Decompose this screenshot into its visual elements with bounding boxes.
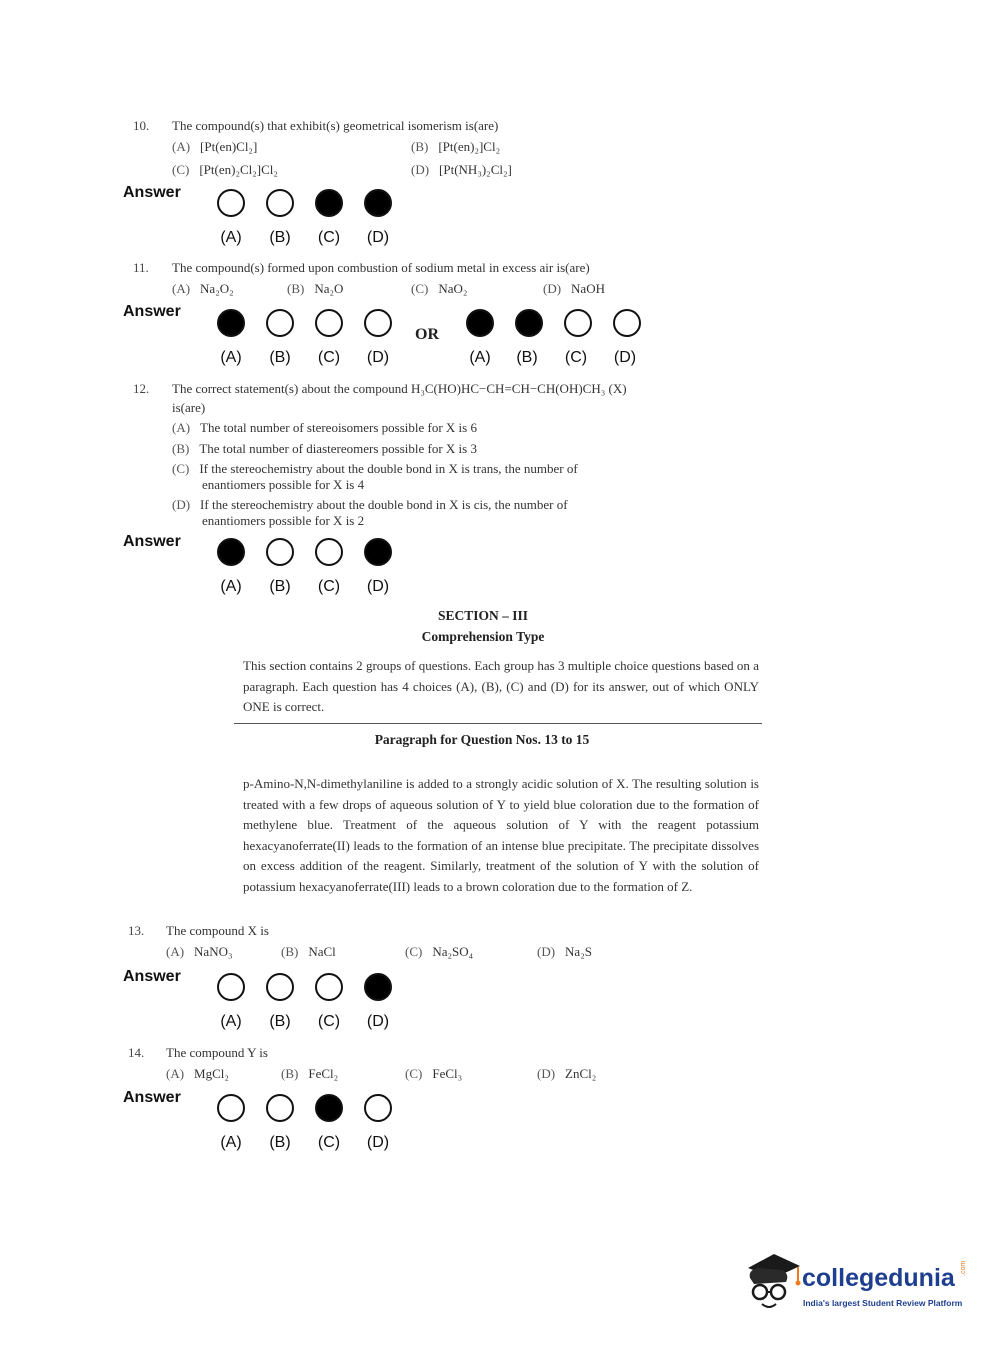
q10-bubble-c xyxy=(315,189,343,217)
q10-bubble-b xyxy=(266,189,294,217)
q10-bubble-label-d: (D) xyxy=(366,229,390,246)
section-subtitle: Comprehension Type xyxy=(421,629,545,644)
collegedunia-logo-text: collegedunia xyxy=(802,1264,955,1292)
section-intro: This section contains 2 groups of questions. Each group has 3 multiple choice questions based on a paragraph. Each question has 4 choices (A), (B), (C) and (D) for its answer, out of which ONLY ONE is correct. xyxy=(243,658,759,714)
q12-option-d: (D) If the stereochemistry about the double bond in X is cis, the number of xyxy=(172,497,568,512)
q11-set2-label-a: (A) xyxy=(469,349,491,366)
q11-set2-label-c: (C) xyxy=(564,349,588,366)
q12-option-d-line2: enantiomers possible for X is 2 xyxy=(202,513,365,528)
q12-option-a: (A) The total number of stereoisomers possible for X is 6 xyxy=(172,420,477,435)
q12-bubble-a xyxy=(217,538,245,566)
q11-set2-label-d: (D) xyxy=(613,349,637,366)
q10-number: 10. xyxy=(133,118,150,133)
q11-set2-label-b: (B) xyxy=(516,349,538,366)
q11-set1-bubble-b xyxy=(266,309,294,337)
section-title: SECTION – III xyxy=(437,608,529,623)
q12-bubble-c xyxy=(315,538,343,566)
q14-option-a: (A) MgCl₂ xyxy=(166,1066,229,1081)
q12-text-line1: The correct statement(s) about the compound H₃C(HO)HC−CH=CH−CH(OH)CH₃ (X) xyxy=(172,381,627,396)
q12-option-b: (B) The total number of diastereomers possible for X is 3 xyxy=(172,441,477,456)
q11-option-c: (C) NaO₂ xyxy=(411,281,468,296)
q12-option-c-line2: enantiomers possible for X is 4 xyxy=(202,477,365,492)
q14-bubble-d xyxy=(364,1094,392,1122)
q12-bubble-b xyxy=(266,538,294,566)
q10-bubble-label-a: (A) xyxy=(220,229,242,246)
q12-bubble-label-c: (C) xyxy=(317,578,341,595)
collegedunia-logo-suffix: .com xyxy=(960,1260,967,1276)
q14-bubble-a xyxy=(217,1094,245,1122)
q14-bubble-b xyxy=(266,1094,294,1122)
collegedunia-mascot-icon xyxy=(742,1248,802,1312)
q13-bubble-b xyxy=(266,973,294,1001)
q11-set1-label-a: (A) xyxy=(220,349,242,366)
q10-option-a: (A) [Pt(en)Cl₂] xyxy=(172,139,258,154)
q11-text: The compound(s) formed upon combustion of sodium metal in excess air is(are) xyxy=(172,260,590,275)
q12-bubble-d xyxy=(364,538,392,566)
q11-set1-label-c: (C) xyxy=(317,349,341,366)
q10-bubble-label-c: (C) xyxy=(317,229,341,246)
q13-bubble-label-b: (B) xyxy=(269,1013,291,1030)
q10-option-c: (C) [Pt(en)₂Cl₂]Cl₂ xyxy=(172,162,278,177)
q13-number: 13. xyxy=(128,923,145,938)
q11-answer-label: Answer xyxy=(123,303,181,320)
q11-number: 11. xyxy=(133,260,149,275)
q13-option-b: (B) NaCl xyxy=(281,944,336,959)
q13-option-a: (A) NaNO₃ xyxy=(166,944,233,959)
q14-option-c: (C) FeCl₃ xyxy=(405,1066,463,1081)
q14-answer-label: Answer xyxy=(123,1089,181,1106)
q11-set2-bubble-b xyxy=(515,309,543,337)
section-divider xyxy=(234,723,762,724)
q11-set2-bubble-c xyxy=(564,309,592,337)
q14-option-b: (B) FeCl₂ xyxy=(281,1066,339,1081)
q10-answer-label: Answer xyxy=(123,184,181,201)
q14-number: 14. xyxy=(128,1045,145,1060)
q11-set1-bubble-d xyxy=(364,309,392,337)
paragraph-text: p-Amino-N,N-dimethylaniline is added to a strongly acidic solution of X. The resulting solution is treated with a few drops of aqueous solution of Y to yield blue coloration due to the formation of methylene blue. Treatment of the aqueous solution of Y with the reagent potassium hexacyanoferrate(II) leads to the formation of an intense blue precipitate. The precipitate dissolves on excess addition of the reagent. Similarly, treatment of the solution of Y with the solution of potassium hexacyanoferrate(III) leads to a brown coloration due to the formation of Z. xyxy=(243,776,759,894)
q14-bubble-label-a: (A) xyxy=(220,1134,242,1151)
q11-or-text: OR xyxy=(415,326,439,343)
q14-bubble-label-d: (D) xyxy=(366,1134,390,1151)
q11-set1-bubble-a xyxy=(217,309,245,337)
q13-bubble-label-a: (A) xyxy=(220,1013,242,1030)
q13-answer-label: Answer xyxy=(123,968,181,985)
q12-number: 12. xyxy=(133,381,150,396)
q11-option-a: (A) Na₂O₂ xyxy=(172,281,234,296)
q12-answer-label: Answer xyxy=(123,533,181,550)
q11-set1-label-b: (B) xyxy=(269,349,291,366)
q13-bubble-c xyxy=(315,973,343,1001)
q10-bubble-a xyxy=(217,189,245,217)
q13-bubble-d xyxy=(364,973,392,1001)
q10-text: The compound(s) that exhibit(s) geometrical isomerism is(are) xyxy=(172,118,499,133)
q10-bubble-d xyxy=(364,189,392,217)
q13-bubble-label-c: (C) xyxy=(317,1013,341,1030)
q10-option-d: (D) [Pt(NH₃)₂Cl₂] xyxy=(411,162,512,177)
q14-option-d: (D) ZnCl₂ xyxy=(537,1066,597,1081)
q11-set2-bubble-d xyxy=(613,309,641,337)
paragraph-heading: Paragraph for Question Nos. 13 to 15 xyxy=(374,732,590,747)
q14-text: The compound Y is xyxy=(166,1045,268,1060)
q14-bubble-label-b: (B) xyxy=(269,1134,291,1151)
q11-set1-bubble-c xyxy=(315,309,343,337)
collegedunia-tagline: India's largest Student Review Platform xyxy=(803,1298,963,1308)
q11-option-b: (B) Na₂O xyxy=(287,281,344,296)
q12-bubble-label-a: (A) xyxy=(220,578,242,595)
q13-bubble-label-d: (D) xyxy=(366,1013,390,1030)
q12-bubble-label-d: (D) xyxy=(366,578,390,595)
q12-text-line2: is(are) xyxy=(172,400,206,415)
q14-bubble-c xyxy=(315,1094,343,1122)
q11-set1-label-d: (D) xyxy=(366,349,390,366)
q13-bubble-a xyxy=(217,973,245,1001)
q10-option-b: (B) [Pt(en)₂]Cl₂ xyxy=(411,139,501,154)
q14-bubble-label-c: (C) xyxy=(317,1134,341,1151)
q13-option-c: (C) Na₂SO₄ xyxy=(405,944,474,959)
q12-option-c: (C) If the stereochemistry about the double bond in X is trans, the number of xyxy=(172,461,578,476)
q12-bubble-label-b: (B) xyxy=(269,578,291,595)
q13-option-d: (D) Na₂S xyxy=(537,944,592,959)
q10-bubble-label-b: (B) xyxy=(269,229,291,246)
q11-option-d: (D) NaOH xyxy=(543,281,605,296)
q11-set2-bubble-a xyxy=(466,309,494,337)
q13-text: The compound X is xyxy=(166,923,269,938)
